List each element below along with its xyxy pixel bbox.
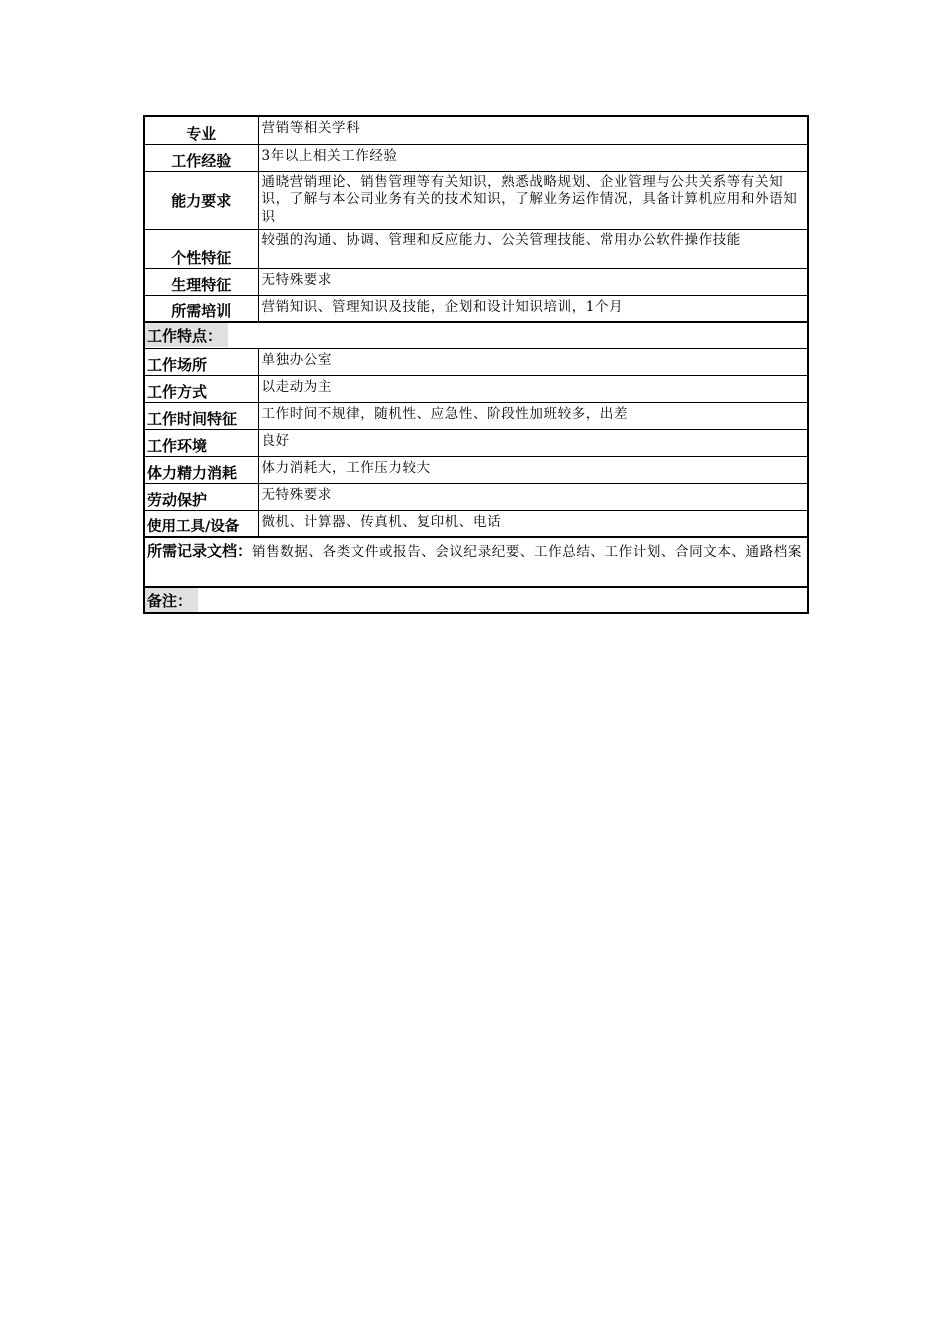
table-row (144, 402, 808, 429)
field-label-work-mode: 工作方式 (144, 375, 258, 402)
field-value-environment: 良好 (258, 429, 808, 456)
field-value-physical: 无特殊要求 (258, 268, 808, 295)
remarks-label: 备注： (145, 588, 198, 612)
section-title-work-features: 工作特点： (145, 323, 228, 347)
records-value: 销售数据、各类文件或报告、会议纪录纪要、工作总结、工作计划、合同文本、通路档案 (252, 544, 802, 560)
field-value-workplace: 单独办公室 (258, 348, 808, 375)
job-description-table (143, 115, 809, 614)
remarks-row (144, 587, 808, 613)
field-label-experience: 工作经验 (144, 144, 258, 171)
field-value-physical-load: 体力消耗大，工作压力较大 (258, 456, 808, 483)
table-row (144, 229, 808, 268)
field-label-personality: 个性特征 (144, 229, 258, 268)
field-label-workplace: 工作场所 (144, 348, 258, 375)
records-block (147, 540, 807, 563)
field-label-physical: 生理特征 (144, 268, 258, 295)
table-row (144, 456, 808, 483)
field-label-tools: 使用工具/设备 (144, 510, 258, 537)
field-value-work-hours: 工作时间不规律，随机性、应急性、阶段性加班较多，出差 (258, 402, 808, 429)
field-label-ability: 能力要求 (144, 171, 258, 229)
table-row (144, 510, 808, 537)
field-value-work-mode: 以走动为主 (258, 375, 808, 402)
field-label-environment: 工作环境 (144, 429, 258, 456)
table-row (144, 144, 808, 171)
table-row (144, 348, 808, 375)
records-row (144, 537, 808, 587)
field-value-major: 营销等相关学科 (258, 116, 808, 144)
table-row (144, 116, 808, 144)
field-value-experience: 3年以上相关工作经验 (258, 144, 808, 171)
table-row (144, 429, 808, 456)
field-value-personality: 较强的沟通、协调、管理和反应能力、公关管理技能、常用办公软件操作技能 (258, 229, 808, 268)
field-label-protection: 劳动保护 (144, 483, 258, 510)
table-row (144, 483, 808, 510)
table-row (144, 295, 808, 322)
table-row (144, 268, 808, 295)
field-label-physical-load: 体力精力消耗 (144, 456, 258, 483)
table-row (144, 171, 808, 229)
field-label-work-hours: 工作时间特征 (144, 402, 258, 429)
field-label-major: 专业 (144, 116, 258, 144)
section-header-row (144, 322, 808, 348)
field-label-training: 所需培训 (144, 295, 258, 322)
records-label: 所需记录文档： (147, 542, 253, 560)
field-value-tools: 微机、计算器、传真机、复印机、电话 (258, 510, 808, 537)
field-value-protection: 无特殊要求 (258, 483, 808, 510)
field-value-ability: 通晓营销理论、销售管理等有关知识，熟悉战略规划、企业管理与公共关系等有关知识，了解与本公司业务有关的技术知识，了解业务运作情况，具备计算机应用和外语知识 (258, 171, 808, 229)
table-row (144, 375, 808, 402)
field-value-training: 营销知识、管理知识及技能，企划和设计知识培训，1个月 (258, 295, 808, 322)
